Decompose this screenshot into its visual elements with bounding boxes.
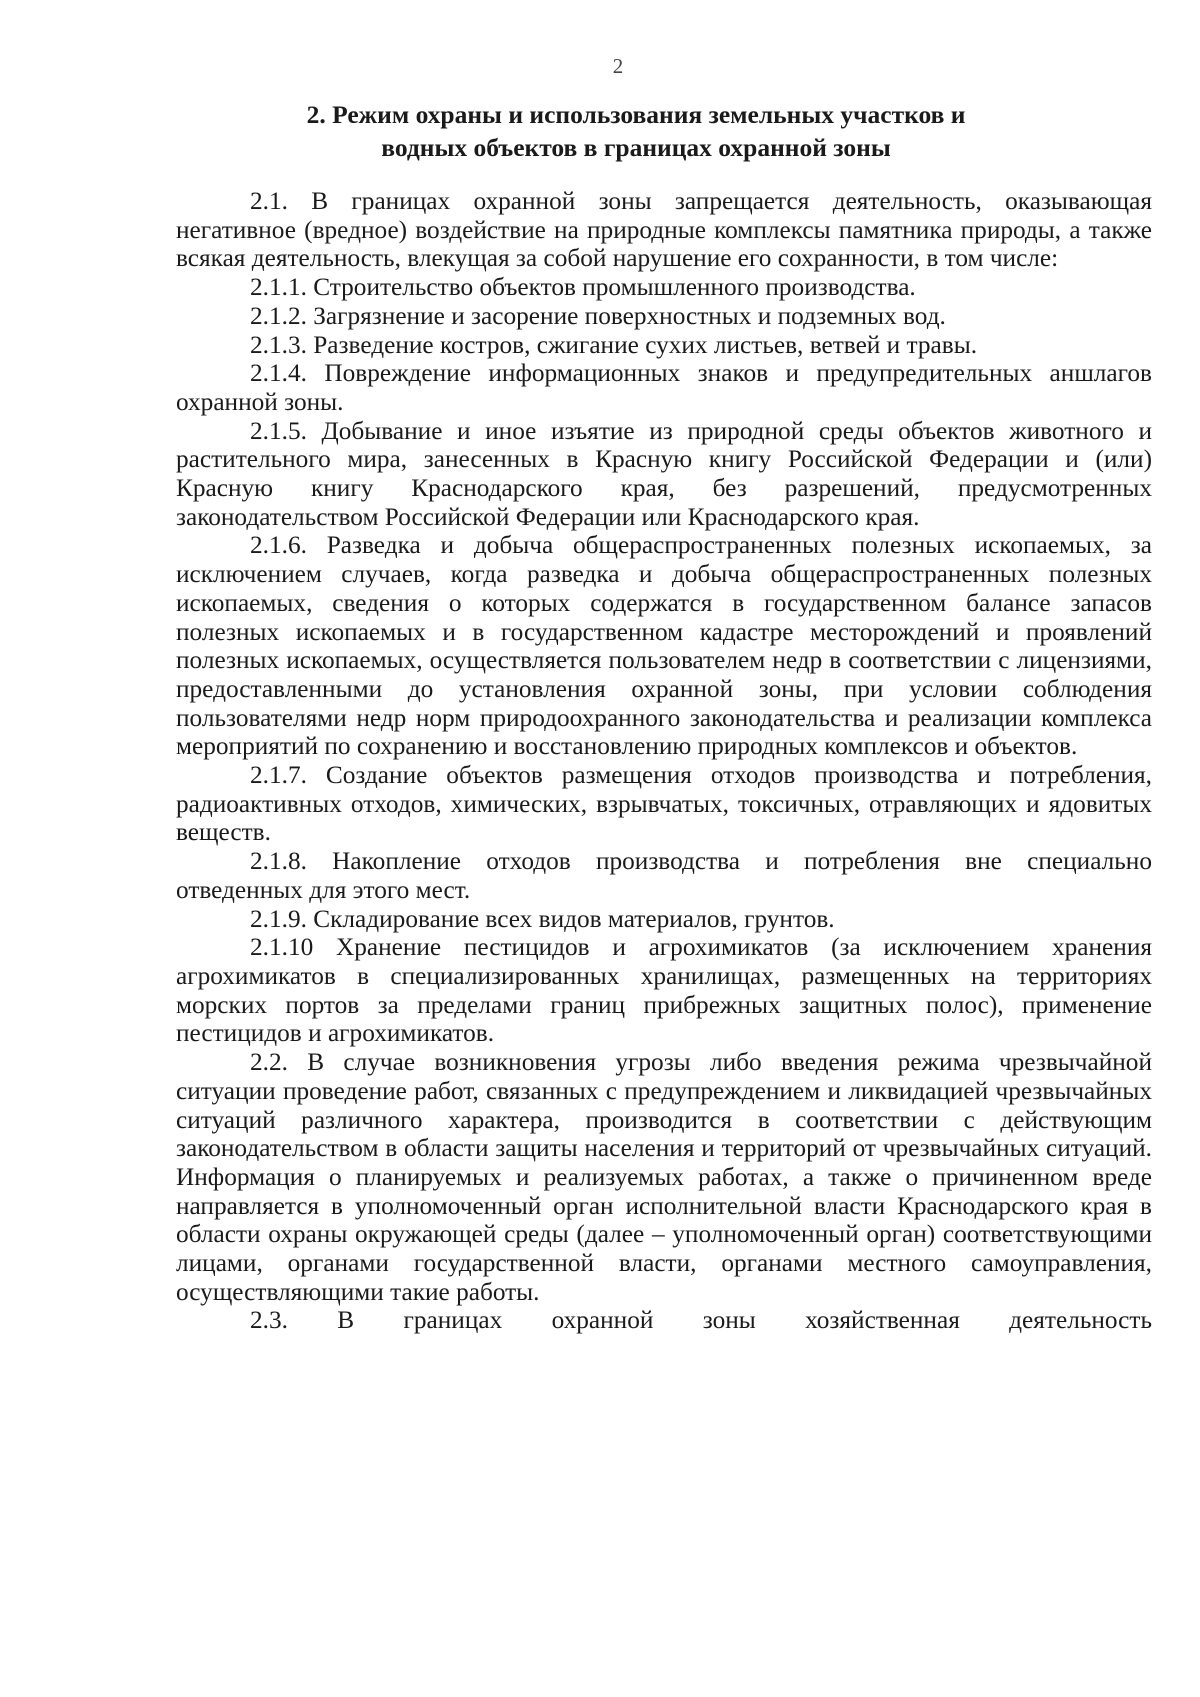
section-heading-line-1: 2. Режим охраны и использования земельных участков и (306, 100, 966, 129)
paragraph-2-1-9: 2.1.9. Складирование всех видов материалов, грунтов. (250, 904, 835, 933)
paragraph-2-1-2: 2.1.2. Загрязнение и засорение поверхностных и подземных вод. (250, 301, 946, 330)
paragraph-2-1: 2.1. В границах охранной зоны запрещается деятельность, оказывающая негативное (вредное) воздействие на природные комплексы памятника природы, а также всякая деятельность, влекущая за собой нарушение его сохранности, в том числе: (176, 187, 1152, 273)
paragraph-2-3: 2.3. В границах охранной зоны хозяйственная деятельность (250, 1306, 1152, 1335)
document-body (176, 187, 1152, 1335)
page-number: 2 (612, 54, 624, 78)
paragraph-2-1-7: 2.1.7. Создание объектов размещения отходов производства и потребления, радиоактивных отходов, химических, взрывчатых, токсичных, отравляющих и ядовитых веществ. (176, 761, 1152, 847)
paragraph-2-1-4: 2.1.4. Повреждение информационных знаков и предупредительных аншлагов охранной зоны. (176, 359, 1152, 416)
paragraph-2-1-3: 2.1.3. Разведение костров, сжигание сухих листьев, ветвей и травы. (250, 330, 978, 359)
section-heading (200, 98, 1072, 164)
paragraph-2-1-6: 2.1.6. Разведка и добыча общераспространенных полезных ископаемых, за исключением случаев, когда разведка и добыча общераспространенных полезных ископаемых, сведения о которых содержатся в государственном балансе запасов полезных ископаемых и в государственном кадастре месторождений и проявлений полезных ископаемых, осуществляется пользователем недр в соответствии с лицензиями, предоставленными до установления охранной зоны, при условии соблюдения пользователями недр норм природоохранного законодательства и реализации комплекса мероприятий по сохранению и восстановлению природных комплексов и объектов. (176, 531, 1152, 761)
paragraph-2-1-8: 2.1.8. Накопление отходов производства и потребления вне специально отведенных для этого мест. (176, 847, 1152, 904)
paragraph-2-1-10: 2.1.10 Хранение пестицидов и агрохимикатов (за исключением хранения агрохимикатов в специализированных хранилищах, размещенных на территориях морских портов за пределами границ прибрежных защитных полос), применение пестицидов и агрохимикатов. (176, 933, 1152, 1048)
paragraph-2-2: 2.2. В случае возникновения угрозы либо введения режима чрезвычайной ситуации проведение работ, связанных с предупреждением и ликвидацией чрезвычайных ситуаций различного характера, производится в соответствии с действующим законодательством в области защиты населения и территорий от чрезвычайных ситуаций. Информация о планируемых и реализуемых работах, а также о причиненном вреде направляется в уполномоченный орган исполнительной власти Краснодарского края в области охраны окружающей среды (далее – уполномоченный орган) соответствующими лицами, органами государственной власти, органами местного самоуправления, осуществляющими такие работы. (176, 1048, 1152, 1306)
section-heading-line-2: водных объектов в границах охранной зоны (381, 133, 891, 162)
paragraph-2-1-1: 2.1.1. Строительство объектов промышленного производства. (250, 273, 916, 302)
paragraph-2-1-5: 2.1.5. Добывание и иное изъятие из природной среды объектов животного и растительного мира, занесенных в Красную книгу Российской Федерации и (или) Красную книгу Краснодарского края, без разрешений, предусмотренных законодательством Российской Федерации или Краснодарского края. (176, 416, 1152, 531)
